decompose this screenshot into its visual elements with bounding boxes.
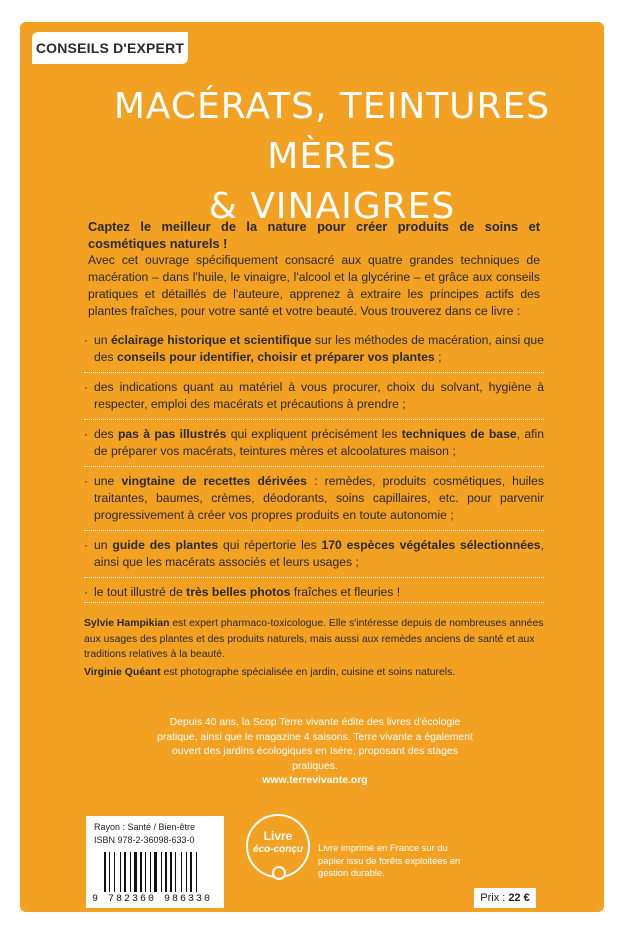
eco-logo-line-1: Livre — [263, 829, 293, 843]
barcode-bar — [130, 852, 131, 892]
publisher-blurb — [150, 716, 480, 789]
barcode-bar — [109, 852, 110, 892]
title-line-1: MACÉRATS, TEINTURES MÈRES — [113, 86, 551, 177]
barcode-bar — [154, 852, 157, 892]
publisher-text: Depuis 40 ans, la Scop Terre vivante édite des livres d'écologie pratique, ainsi que le magazine 4 saisons. Terre vivante a également ouvert des jardins écologiques en Isère, proposant des stages pratiques. — [157, 717, 473, 772]
barcode-bar — [175, 852, 176, 892]
barcode-bars — [104, 852, 214, 892]
barcode-bar — [165, 852, 167, 892]
intro-body: Avec cet ouvrage spécifiquement consacré aux quatre grandes techniques de macération – dans l'huile, le vinaigre, l'alcool et la glycérine – et grâce aux conseils pratiques et détaillés de l'auteure, apprenez à extraire les principes actifs des plantes fraîches, pour votre santé et votre beauté. Vous trouverez dans ce livre : — [88, 253, 540, 318]
barcode-bar — [120, 852, 121, 892]
book-title — [60, 82, 604, 232]
list-item: · des indications quant au matériel à vous procurer, choix du solvant, hygiène à respecter, emploi des macérats et précautions à prendre ; — [84, 379, 544, 420]
barcode-digits: 9 782360 986330 — [92, 894, 213, 905]
barcode-bar — [104, 852, 106, 892]
price-label: Prix : — [480, 892, 506, 904]
barcode-bar — [140, 852, 142, 892]
intro-paragraph — [88, 218, 540, 320]
barcode-box — [86, 816, 224, 908]
list-item: · un guide des plantes qui répertorie les 170 espèces végétales sélectionnées, ainsi que les macérats associés et leurs usages ; — [84, 537, 544, 578]
barcode-bar — [114, 852, 115, 892]
printing-note: Livre imprimé en France sur du papier issu de forêts exploitées en gestion durable. — [318, 842, 461, 878]
price-value: 22 € — [508, 892, 530, 904]
author-bio-1: Sylvie Hampikian est expert pharmaco-toxicologue. Elle s'intéresse depuis de nombreuses années aux usages des plantes et des produits naturels, mais aussi aux remèdes anciens de santé et aux traditions relatives à la beauté. — [84, 618, 544, 660]
barcode-bar — [181, 852, 182, 892]
barcode-bar — [145, 852, 146, 892]
list-item: · des pas à pas illustrés qui expliquent précisément les techniques de base, afin de préparer vos macérats, teintures mères et alcoolatures maison ; — [84, 426, 544, 467]
rayon-label: Rayon : Santé / Bien-être — [94, 822, 196, 832]
barcode-bar — [161, 852, 162, 892]
price-tag — [474, 888, 536, 908]
barcode-bar — [150, 852, 151, 892]
flower-icon — [272, 866, 286, 880]
barcode-bar — [190, 852, 192, 892]
list-item: · un éclairage historique et scientifique sur les méthodes de macération, ainsi que des conseils pour identifier, choisir et préparer vos plantes ; — [84, 332, 544, 373]
title-line-2: & VINAIGRES — [208, 186, 456, 227]
barcode-bar — [196, 852, 197, 892]
barcode-bar — [170, 852, 172, 892]
intro-lead: Captez le meilleur de la nature pour créer produits de soins et cosmétiques naturels ! — [88, 219, 540, 251]
barcode-bar — [186, 852, 187, 892]
barcode-bar — [124, 852, 126, 892]
author-bios — [84, 616, 544, 680]
feature-list — [84, 332, 544, 613]
barcode-bar — [134, 852, 137, 892]
series-tag: CONSEILS D'EXPERT — [32, 32, 188, 64]
divider — [84, 602, 544, 603]
isbn-label: ISBN 978-2-36098-633-0 — [94, 835, 195, 845]
list-item: · une vingtaine de recettes dérivées : remèdes, produits cosmétiques, huiles traitantes, baumes, crèmes, déodorants, soins capillaires, etc. pour parvenir progressivement à créer vos propres produits en toute autonomie ; — [84, 473, 544, 531]
publisher-url: www.terrevivante.org — [262, 775, 368, 786]
eco-logo-line-2: éco-conçu — [252, 844, 303, 855]
list-item: · le tout illustré de très belles photos fraîches et fleuries ! — [84, 584, 544, 607]
author-bio-2: Virginie Quéant est photographe spécialisée en jardin, cuisine et soins naturels. — [84, 666, 456, 678]
